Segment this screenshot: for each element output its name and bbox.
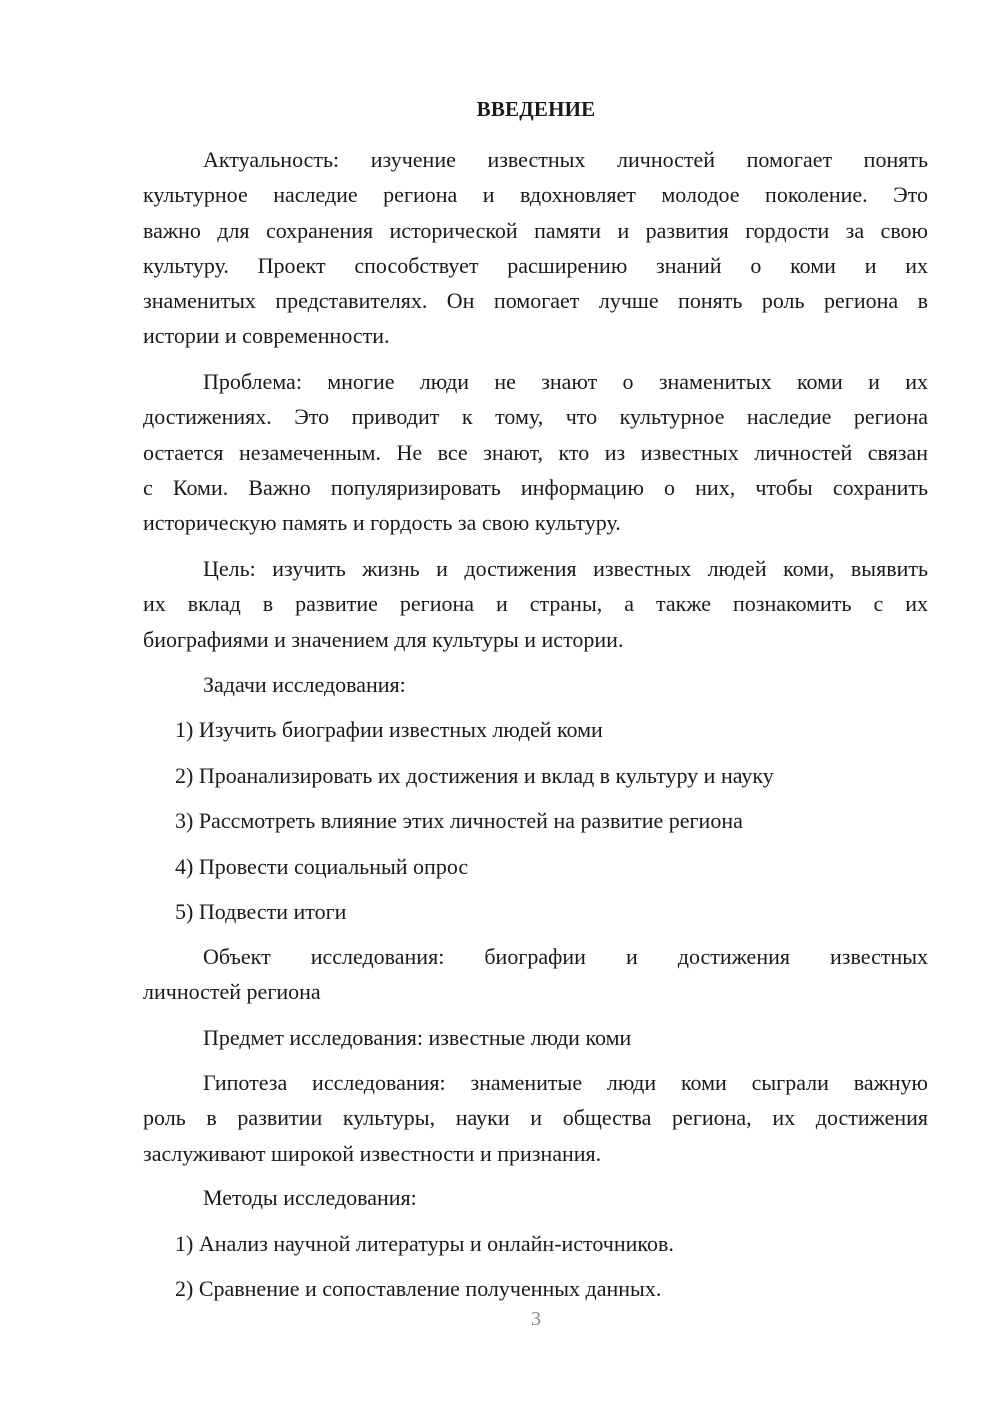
text-line: заслуживают широкой известности и признания.: [143, 1140, 602, 1166]
text-line: с Коми. Важно популяризировать информацию о них, чтобы сохранить: [143, 474, 928, 500]
relevance-paragraph: [143, 142, 928, 354]
text-line: личностей региона: [143, 979, 321, 1005]
text-line: Проблема: многие люди не знают о знаменитых коми и их: [203, 369, 928, 394]
text-line: важно для сохранения исторической памяти и развития гордости за свою: [143, 217, 928, 243]
text-line: культуру. Проект способствует расширению знаний о коми и их: [143, 252, 928, 278]
task-item-4: 4) Провести социальный опрос: [175, 854, 469, 879]
methods-heading: Методы исследования:: [203, 1185, 417, 1210]
task-item-5: 5) Подвести итоги: [175, 899, 347, 924]
text-line: историческую память и гордость за свою культуру.: [143, 510, 621, 536]
text-line: истории и современности.: [143, 323, 390, 349]
text-line: культурное наследие региона и вдохновляет молодое поколение. Это: [143, 182, 928, 208]
page-number: 3: [531, 1308, 541, 1330]
text-line: их вклад в развитие региона и страны, а также познакомить с их: [143, 591, 928, 617]
method-item-2: 2) Сравнение и сопоставление полученных данных.: [175, 1276, 662, 1301]
goal-paragraph: [143, 551, 928, 657]
problem-paragraph: [143, 364, 928, 540]
hypothesis-paragraph: [143, 1065, 928, 1171]
text-line: знаменитых представителях. Он помогает лучше понять роль региона в: [143, 288, 928, 314]
text-line: Актуальность: изучение известных личностей помогает понять: [203, 147, 928, 172]
task-item-2: 2) Проанализировать их достижения и вклад в культуру и науку: [175, 763, 774, 788]
text-line: остается незамеченным. Не все знают, кто из известных личностей связан: [143, 439, 928, 465]
section-title: ВВЕДЕНИЕ: [476, 97, 596, 121]
method-item-1: 1) Анализ научной литературы и онлайн-источников.: [175, 1231, 674, 1256]
subject-line: Предмет исследования: известные люди коми: [203, 1025, 632, 1050]
tasks-heading: Задачи исследования:: [203, 672, 406, 697]
text-line: достижениях. Это приводит к тому, что культурное наследие региона: [143, 404, 928, 430]
text-line: Объект исследования: биографии и достижения известных: [203, 944, 928, 969]
object-paragraph: [143, 939, 928, 1010]
task-item-3: 3) Рассмотреть влияние этих личностей на развитие региона: [175, 808, 743, 833]
text-line: биографиями и значением для культуры и истории.: [143, 626, 624, 652]
text-line: Гипотеза исследования: знаменитые люди коми сыграли важную: [203, 1070, 928, 1095]
task-item-1: 1) Изучить биографии известных людей коми: [175, 717, 603, 742]
text-line: Цель: изучить жизнь и достижения известных людей коми, выявить: [203, 556, 928, 581]
text-line: роль в развитии культуры, науки и общества региона, их достижения: [143, 1105, 928, 1131]
